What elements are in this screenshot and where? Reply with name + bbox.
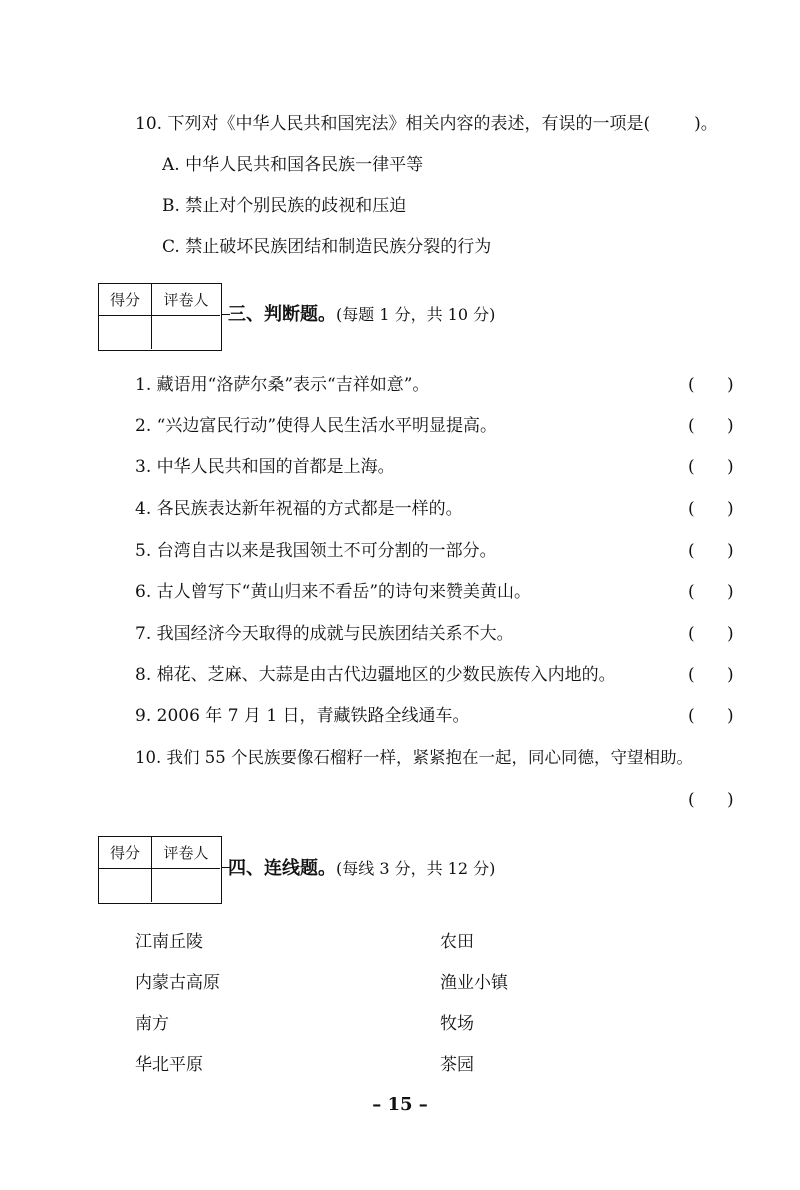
match-left-item-2[interactable]: 内蒙古高原	[135, 973, 220, 993]
judge-item-6: 6. 古人曾写下“黄山归来不看岳”的诗句来赞美黄山。	[135, 582, 532, 602]
score-box-section3	[98, 283, 222, 351]
score-field[interactable]	[99, 869, 152, 902]
judge-answer-4[interactable]: ( )	[688, 499, 734, 519]
judge-answer-2[interactable]: ( )	[688, 416, 734, 436]
judge-answer-10[interactable]: ( )	[688, 790, 734, 810]
score-field[interactable]	[99, 316, 152, 349]
judge-answer-3[interactable]: ( )	[688, 457, 734, 477]
judge-answer-8[interactable]: ( )	[688, 665, 734, 685]
q10-stem-text: 10. 下列对《中华人民共和国宪法》相关内容的表述，有误的一项是(	[135, 114, 651, 134]
page-number: – 15 –	[372, 1094, 428, 1115]
q10-option-a: A. 中华人民共和国各民族一律平等	[162, 155, 424, 175]
section4-title: 四、连线题。	[228, 858, 336, 879]
q10-blank-close: )。	[694, 114, 718, 134]
section4-note: (每线 3 分，共 12 分)	[336, 859, 496, 878]
match-left-item-3[interactable]: 南方	[135, 1014, 169, 1034]
judge-answer-5[interactable]: ( )	[688, 541, 734, 561]
grader-label: 评卷人	[152, 284, 220, 316]
judge-answer-1[interactable]: ( )	[688, 375, 734, 395]
judge-item-7: 7. 我国经济今天取得的成就与民族团结关系不大。	[135, 624, 514, 644]
match-right-item-3[interactable]: 牧场	[440, 1014, 474, 1034]
match-right-item-4[interactable]: 茶园	[440, 1055, 474, 1075]
match-right-item-1[interactable]: 农田	[440, 932, 474, 952]
judge-item-4: 4. 各民族表达新年祝福的方式都是一样的。	[135, 499, 463, 519]
judge-item-2: 2. “兴边富民行动”使得人民生活水平明显提高。	[135, 416, 498, 436]
section3-title: 三、判断题。	[228, 304, 336, 325]
judge-item-8: 8. 棉花、芝麻、大蒜是由古代边疆地区的少数民族传入内地的。	[135, 665, 616, 685]
judge-answer-9[interactable]: ( )	[688, 706, 734, 726]
grader-field[interactable]	[152, 316, 220, 349]
q10-stem	[135, 112, 718, 136]
match-right-item-2[interactable]: 渔业小镇	[440, 973, 508, 993]
q10-option-b: B. 禁止对个别民族的歧视和压迫	[162, 196, 407, 216]
section3-note: (每题 1 分，共 10 分)	[336, 305, 496, 324]
match-left-item-1[interactable]: 江南丘陵	[135, 932, 203, 952]
grader-label: 评卷人	[152, 837, 220, 869]
judge-item-5: 5. 台湾自古以来是我国领土不可分割的一部分。	[135, 541, 497, 561]
match-left-item-4[interactable]: 华北平原	[135, 1055, 203, 1075]
judge-item-9: 9. 2006 年 7 月 1 日，青藏铁路全线通车。	[135, 706, 470, 726]
judge-item-3: 3. 中华人民共和国的首都是上海。	[135, 457, 395, 477]
grader-field[interactable]	[152, 869, 220, 902]
q10-option-c: C. 禁止破坏民族团结和制造民族分裂的行为	[162, 237, 492, 257]
section4-heading	[228, 857, 495, 881]
judge-item-1: 1. 藏语用“洛萨尔桑”表示“吉祥如意”。	[135, 375, 430, 395]
score-box-section4	[98, 836, 222, 904]
score-label: 得分	[99, 837, 152, 869]
score-label: 得分	[99, 284, 152, 316]
judge-answer-6[interactable]: ( )	[688, 582, 734, 602]
section3-heading	[228, 303, 495, 327]
judge-item-10: 10. 我们 55 个民族要像石榴籽一样，紧紧抱在一起，同心同德，守望相助。	[135, 748, 693, 767]
judge-answer-7[interactable]: ( )	[688, 624, 734, 644]
